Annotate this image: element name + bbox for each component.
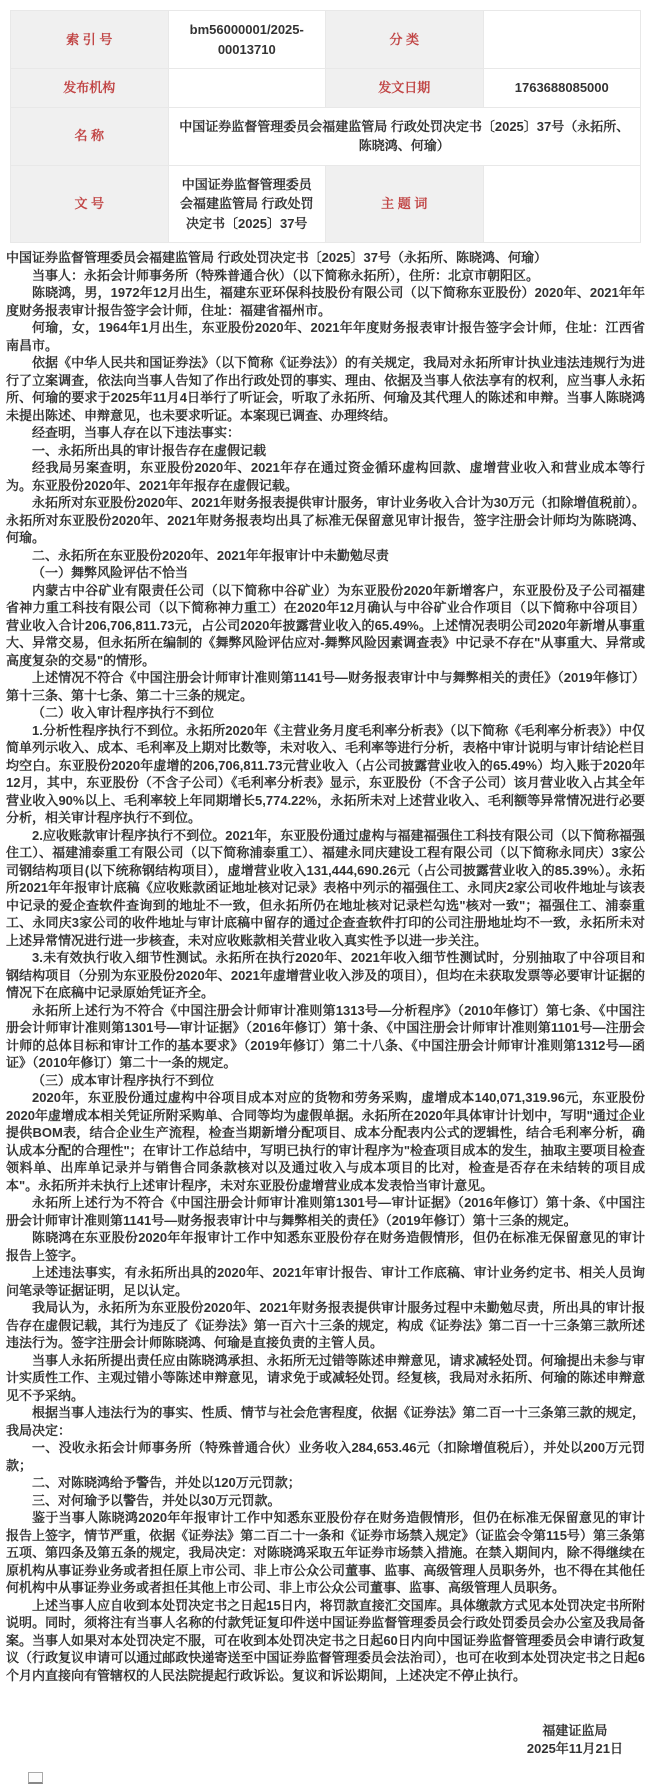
paragraph: 我局认为，永拓所为东亚股份2020年、2021年财务报表提供审计服务过程中未勤勉尽责，所出具的审计报告存在虚假记载，其行为违反了《证券法》第一百六十三条的规定，构成《证券法》第二百一十三条第三款所述违法行为。签字注册会计师陈晓鸿、何瑜是直接负责的主管人员。 xyxy=(6,1300,645,1350)
meta-table-row xyxy=(11,11,641,69)
paragraph: 陈晓鸿，男，1972年12月出生，福建东亚环保科技股份有限公司（以下简称东亚股份）2020年、2021年年度财务报表审计报告签字会计师，住址：福建省福州市。 xyxy=(6,285,645,318)
paragraph: 三、对何瑜予以警告，并处以30万元罚款。 xyxy=(32,1492,281,1508)
paragraph: 二、对陈晓鸿给予警告，并处以120万元罚款； xyxy=(32,1475,301,1490)
meta-table xyxy=(10,10,641,243)
paragraph: 二、永拓所在东亚股份2020年、2021年年报审计中未勤勉尽责 xyxy=(32,547,389,563)
paragraph: （二）收入审计程序执行不到位 xyxy=(32,705,215,720)
meta-field-label: 分 类 xyxy=(326,11,484,69)
paragraph: 3.未有效执行收入细节性测试。永拓所在执行2020年、2021年收入细节性测试时，分别抽取了中谷项目和钢结构项目（分别为东亚股份2020年、2021年虚增营业收入涉及的项目），但均在未获取发票等必要审计证据的情况下在底稿中记录原始凭证齐全。 xyxy=(6,950,645,1000)
meta-field-value: 中国证券监督管理委员会福建监管局 行政处罚决定书〔2025〕37号 xyxy=(168,165,326,243)
paragraph: 一、没收永拓会计师事务所（特殊普通合伙）业务收入284,653.46元（扣除增值税后），并处以200万元罚款； xyxy=(6,1440,645,1473)
meta-table-section xyxy=(0,0,651,243)
paragraph: 上述违法事实，有永拓所出具的2020年、2021年审计报告、审计工作底稿、审计业务约定书、相关人员询问笔录等证据证明，足以认定。 xyxy=(6,1265,645,1298)
paragraph: 当事人：永拓会计师事务所（特殊普通合伙）（以下简称永拓所），住所：北京市朝阳区。 xyxy=(32,267,540,283)
meta-field-label: 发文日期 xyxy=(326,69,484,108)
paragraph: 何瑜，女，1964年1月出生，东亚股份2020年、2021年年度财务报表审计报告签字会计师，住址：江西省南昌市。 xyxy=(6,320,645,353)
paragraph: 上述情况不符合《中国注册会计师审计准则第1141号—财务报表审计中与舞弊相关的责任》（2019年修订）第十三条、第十七条、第二十三条的规定。 xyxy=(6,670,645,703)
issue-date: 2025年11月21日 xyxy=(526,1741,623,1756)
document-body xyxy=(0,243,651,1684)
paragraph: 经查明，当事人存在以下违法事实： xyxy=(32,425,241,440)
paragraph: 1.分析性程序执行不到位。永拓所2020年《主营业务月度毛利率分析表》（以下简称《毛利率分析表》）中仅简单列示收入、成本、毛利率及上期对比数等，未对收入、毛利率等进行分析，表格中审计说明与审计结论栏目均空白。东亚股份2020年虚增的206,706,811.73元营业收入（占公司披露营业收入的65.49%）均入账于2020年12月，其中，东亚股份（不含子公司）《毛利率分析表》显示，东亚股份（不含子公司）该月营业收入占其全年营业收入90%以上、毛利率较上年同期增长5,774.22%，永拓所未对上述营业收入、毛利额等异常情况进行必要分析，相关审计程序执行不到位。 xyxy=(6,722,645,825)
meta-field-value: 中国证券监督管理委员会福建监管局 行政处罚决定书〔2025〕37号（永拓所、陈晓鸿、何瑜） xyxy=(168,107,641,165)
meta-field-value: 1763688085000 xyxy=(483,69,641,108)
document-footer xyxy=(0,1722,651,1758)
signature-block xyxy=(527,1722,623,1758)
paragraph: （三）成本审计程序执行不到位 xyxy=(32,1072,215,1088)
paragraph: 陈晓鸿在东亚股份2020年年报审计工作中知悉东亚股份存在财务造假情形，但仍在标准无保留意见的审计报告上签字。 xyxy=(6,1230,645,1263)
meta-field-value: bm56000001/2025-00013710 xyxy=(168,11,326,69)
paragraph: 永拓所对东亚股份2020年、2021年财务报表提供审计服务，审计业务收入合计为30万元（扣除增值税前）。永拓所对东亚股份2020年、2021年财务报表均出具了标准无保留意见审计报告，签字注册会计师均为陈晓鸿、何瑜。 xyxy=(6,495,645,545)
paragraph: （一）舞弊风险评估不恰当 xyxy=(32,565,189,580)
paragraph: 上述当事人应自收到本处罚决定书之日起15日内，将罚款直接汇交国库。具体缴款方式见本处罚决定书所附说明。同时，须将注有当事人名称的付款凭证复印件送中国证券监督管理委员会行政处罚委员会办公室及我局备案。当事人如果对本处罚决定不服，可在收到本处罚决定书之日起60日内向中国证券监督管理委员会申请行政复议（行政复议申请可以通过邮政快递寄送至中国证券监督管理委员会法治司），也可在收到本处罚决定书之日起6个月内直接向有管辖权的人民法院提起行政诉讼。复议和诉讼期间，上述决定不停止执行。 xyxy=(6,1597,645,1683)
paragraph: 当事人永拓所提出责任应由陈晓鸿承担、永拓所无过错等陈述申辩意见，请求减轻处罚。何瑜提出未参与审计实质性工作、主观过错小等陈述申辩意见，请求免于或减轻处罚。经复核，我局对永拓所、何瑜的陈述申辩意见不予采纳。 xyxy=(6,1352,645,1403)
meta-table-row xyxy=(11,107,641,165)
meta-field-label: 名 称 xyxy=(11,107,169,165)
paragraph: 永拓所上述行为不符合《中国注册会计师审计准则第1301号—审计证据》（2016年修订）第十条、《中国注册会计师审计准则第1141号—财务报表审计中与舞弊相关的责任》（2019年修订）第十三条的规定。 xyxy=(6,1195,645,1228)
meta-field-label: 发布机构 xyxy=(11,69,169,108)
meta-field-value xyxy=(483,11,641,69)
meta-table-body xyxy=(11,11,641,243)
broken-image-icon xyxy=(28,1772,43,1784)
paragraph: 经我局另案查明，东亚股份2020年、2021年存在通过资金循环虚构回款、虚增营业收入和营业成本等行为。东亚股份2020年、2021年年报存在虚假记载。 xyxy=(6,460,645,493)
meta-field-value xyxy=(168,69,326,108)
paragraph: 一、永拓所出具的审计报告存在虚假记载 xyxy=(32,442,267,458)
meta-table-row xyxy=(11,69,641,108)
paragraph: 2.应收账款审计程序执行不到位。2021年，东亚股份通过虚构与福建福强住工科技有限公司（以下简称福强住工）、福建浦泰重工有限公司（以下简称浦泰重工）、福建永同庆建设工程有限公司（以下简称永同庆）3家公司钢结构项目(以下统称钢结构项目），虚增营业收入131,444,690.26元（占公司披露营业收入的85.39%）。永拓所2021年年报审计底稿《应收账款函证地址核对记录》表格中列示的福强住工、永同庆2家公司收件地址与该表中记录的爱企查软件查询到的地址不一致，但永拓所仍在地址核对记录栏勾选"核对一致"；福强住工、浦泰重工、永同庆3家公司的收件地址与审计底稿中留存的通过企查查软件打印的公司注册地址均不一致，永拓所未对上述异常情况进行进一步核查，未对应收账款相关营业收入真实性予以进一步关注。 xyxy=(6,827,645,948)
paragraph: 内蒙古中谷矿业有限责任公司（以下简称中谷矿业）为东亚股份2020年新增客户，东亚股份及子公司福建省神力重工科技有限公司（以下简称神力重工）在2020年12月确认与中谷矿业合作项目（以下简称中谷项目）营业收入合计206,706,811.73元，占公司2020年披露营业收入的65.49%。上述情况表明公司2020年新增从事重大、异常交易，但永拓所在编制的《舞弊风险评估应对-舞弊风险因素调查表》中记录不存在"从事重大、异常或高度复杂的交易"的情形。 xyxy=(6,582,645,668)
paragraph: 依据《中华人民共和国证券法》（以下简称《证券法》）的有关规定，我局对永拓所审计执业违法违规行为进行了立案调查，依法向当事人告知了作出行政处罚的事实、理由、依据及当事人依法享有的权利，应当事人永拓所、何瑜的要求于2025年11月4日举行了听证会，听取了永拓所、何瑜及其代理人的陈述和申辩。当事人陈晓鸿未提出陈述、申辩意见，也未要求听证。本案现已调查、办理终结。 xyxy=(6,355,645,423)
paragraph: 永拓所上述行为不符合《中国注册会计师审计准则第1313号—分析程序》（2010年修订）第七条、《中国注册会计师审计准则第1301号—审计证据》（2016年修订）第十条、《中国注册会计师审计准则第1101号—注册会计师的总体目标和审计工作的基本要求》（2019年修订）第二十八条、《中国注册会计师审计准则第1312号—函证》（2010年修订）第二十一条的规定。 xyxy=(6,1002,645,1070)
meta-field-label: 文 号 xyxy=(11,165,169,243)
issuing-authority: 福建证监局 xyxy=(542,1723,608,1738)
meta-table-row xyxy=(11,165,641,243)
paragraph: 根据当事人违法行为的事实、性质、情节与社会危害程度，依据《证券法》第二百一十三条第三款的规定，我局决定： xyxy=(6,1405,645,1438)
meta-field-label: 索 引 号 xyxy=(11,11,169,69)
paragraph: 鉴于当事人陈晓鸿2020年年报审计工作中知悉东亚股份存在财务造假情形，但仍在标准无保留意见的审计报告上签字，情节严重，依据《证券法》第二百二十一条和《证券市场禁入规定》（证监会令第115号）第三条第五项、第四条及第五条的规定，我局决定：对陈晓鸿采取五年证券市场禁入措施。在禁入期间内，除不得继续在原机构从事证券业务或者担任原上市公司、非上市公众公司董事、监事、高级管理人员职务外，也不得在其他任何机构中从事证券业务或者担任其他上市公司、非上市公众公司董事、监事、高级管理人员职务。 xyxy=(6,1510,645,1595)
document-title: 中国证券监督管理委员会福建监管局 行政处罚决定书〔2025〕37号（永拓所、陈晓鸿、何瑜） xyxy=(6,250,547,265)
meta-field-label: 主 题 词 xyxy=(326,165,484,243)
meta-field-value xyxy=(483,165,641,243)
paragraph: 2020年，东亚股份通过虚构中谷项目成本对应的货物和劳务采购，虚增成本140,071,319.96元，东亚股份2020年虚增成本相关凭证所附采购单、合同等均为虚假单据。永拓所在2020年具体审计计划中，写明"通过企业提供BOM表，结合企业生产流程，检查当期新增分配项目、成本分配表内公式的逻辑性，结合毛利率分析，确认成本分配的合理性"；在审计工作总结中，写明已执行的审计程序为"检查项目成本的发生，抽取主要项目检查领料单、出库单记录并与销售合同条款核对以及通过收入与成本项目的比对，检查是否存在未结转的项目成本"。永拓所并未执行上述审计程序，未对东亚股份虚增营业成本发表恰当审计意见。 xyxy=(6,1090,645,1193)
